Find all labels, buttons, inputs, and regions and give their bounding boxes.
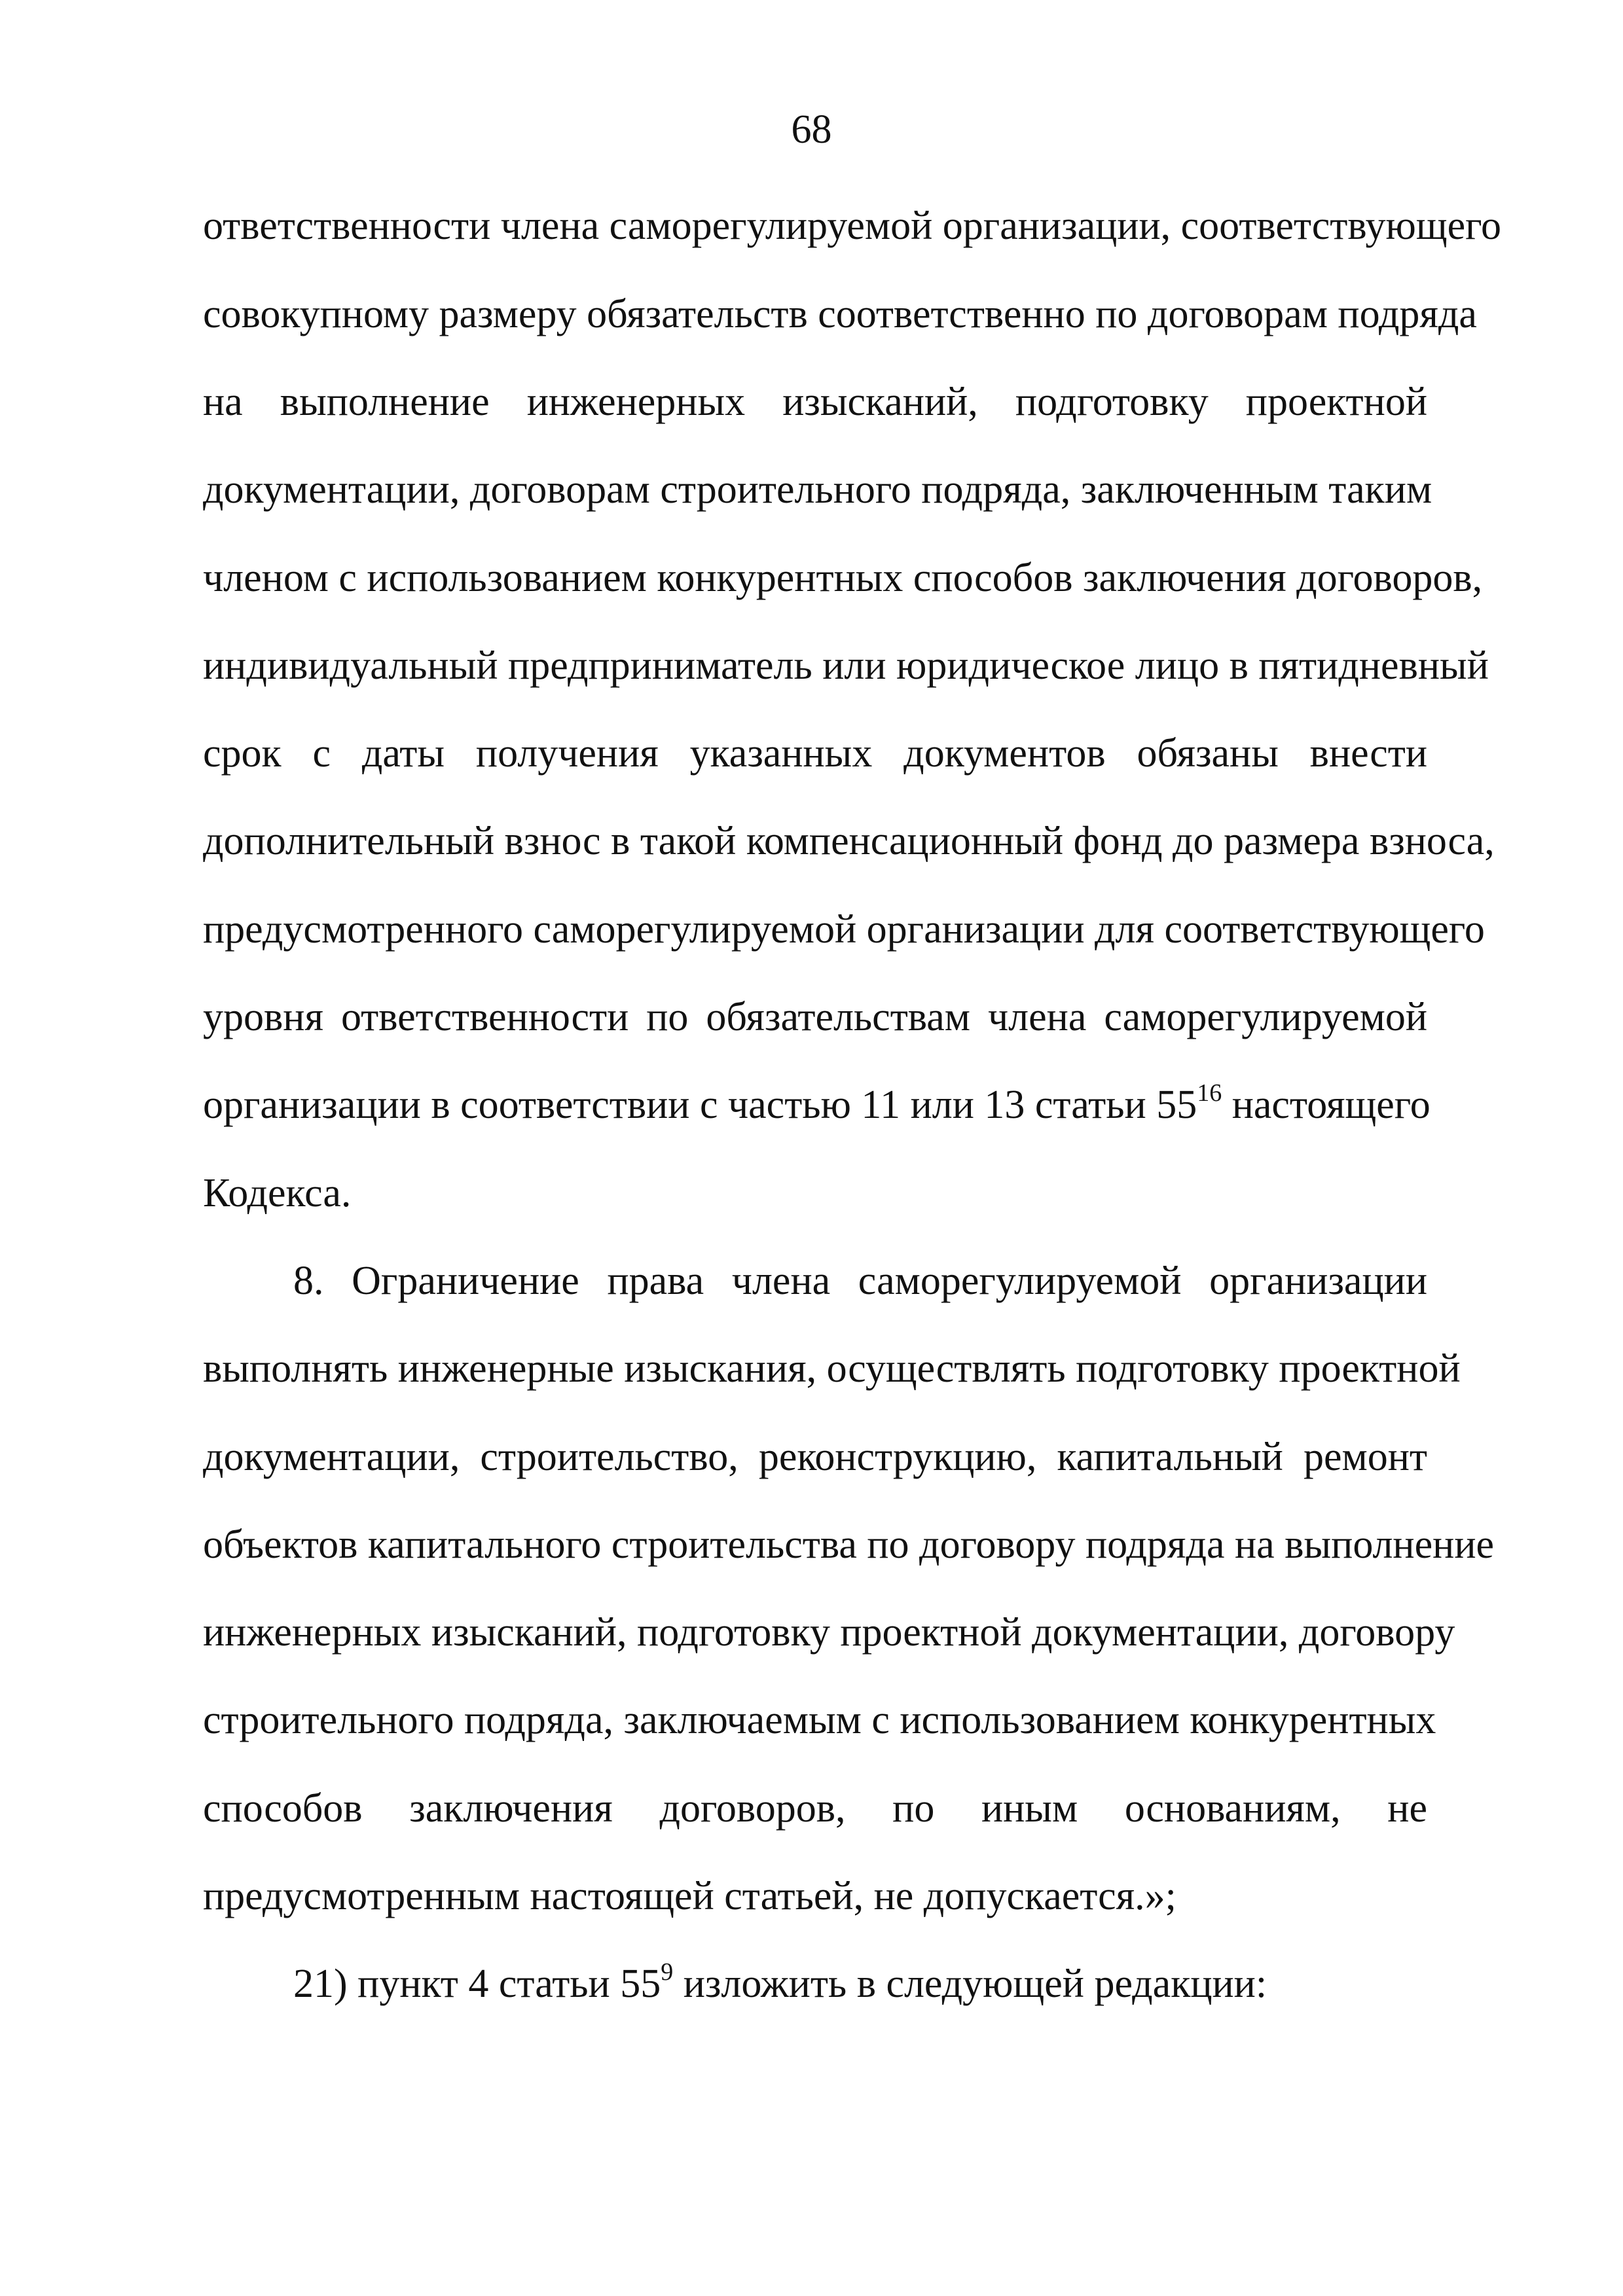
paragraph-line: инженерных изысканий, подготовку проектной документации, договору bbox=[203, 1610, 1455, 1655]
paragraph-line: срок с даты получения указанных документов обязаны внести bbox=[203, 731, 1427, 776]
paragraph-line: дополнительный взнос в такой компенсационный фонд до размера взноса, bbox=[203, 819, 1495, 863]
paragraph-line: предусмотренного саморегулируемой организации для соответствующего bbox=[203, 907, 1485, 952]
line-text: изложить в следующей редакции: bbox=[673, 1962, 1267, 2006]
line-text: настоящего bbox=[1222, 1083, 1431, 1127]
paragraph-line: выполнять инженерные изыскания, осуществлять подготовку проектной bbox=[203, 1346, 1461, 1391]
paragraph-line: уровня ответственности по обязательствам члена саморегулируемой bbox=[203, 995, 1427, 1039]
paragraph-line bbox=[203, 1079, 1431, 1131]
paragraph-line: объектов капитального строительства по договору подряда на выполнение bbox=[203, 1522, 1495, 1567]
paragraph-line: предусмотренным настоящей статьей, не допускается.»; bbox=[203, 1874, 1176, 1918]
paragraph-line: совокупному размеру обязательств соответственно по договорам подряда bbox=[203, 292, 1477, 336]
paragraph-line: ответственности члена саморегулируемой организации, соответствующего bbox=[203, 204, 1501, 248]
paragraph-line: индивидуальный предприниматель или юридическое лицо в пятидневный bbox=[203, 643, 1489, 688]
paragraph-line: способов заключения договоров, по иным основаниям, не bbox=[203, 1786, 1427, 1831]
superscript: 9 bbox=[661, 1958, 674, 1986]
paragraph-line: документации, договорам строительного подряда, заключенным таким bbox=[203, 467, 1432, 512]
paragraph-line: документации, строительство, реконструкцию, капитальный ремонт bbox=[203, 1435, 1427, 1479]
superscript: 16 bbox=[1197, 1079, 1222, 1107]
paragraph-line: строительного подряда, заключаемым с использованием конкурентных bbox=[203, 1698, 1436, 1742]
line-text: 21) пункт 4 статьи 55 bbox=[293, 1962, 661, 2006]
paragraph-line: членом с использованием конкурентных способов заключения договоров, bbox=[203, 556, 1483, 600]
paragraph-line bbox=[293, 1958, 1427, 2010]
paragraph-line: Кодекса. bbox=[203, 1171, 352, 1215]
page-number: 68 bbox=[791, 107, 832, 152]
paragraph-line: на выполнение инженерных изысканий, подготовку проектной bbox=[203, 380, 1427, 424]
paragraph-line: 8. Ограничение права члена саморегулируемой организации bbox=[293, 1259, 1427, 1303]
line-text: организации в соответствии с частью 11 или 13 статьи 55 bbox=[203, 1083, 1197, 1127]
